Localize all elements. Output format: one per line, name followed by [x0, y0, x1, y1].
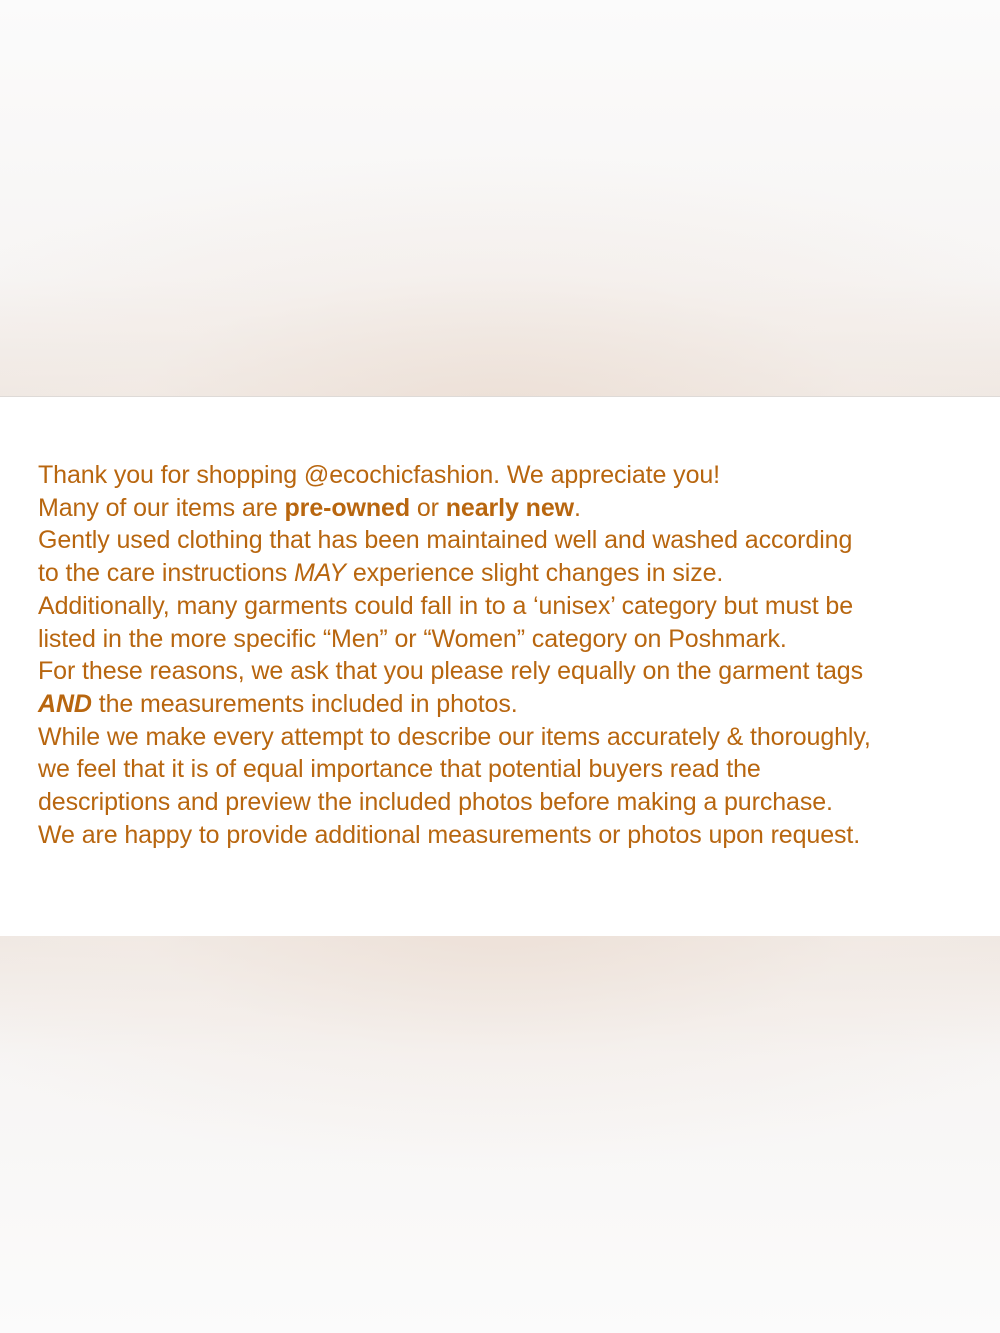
notice-line-request: We are happy to provide additional measurements or photos upon request.	[38, 820, 861, 849]
notice-line-category: listed in the more specific “Men” or “Women” category on Poshmark.	[38, 624, 787, 653]
notice-line-used-clothing: Gently used clothing that has been maintained well and washed according	[38, 526, 853, 555]
notice-text: or	[410, 493, 446, 522]
notice-emphasis-may: MAY	[293, 559, 346, 588]
notice-text: to the care instructions	[38, 559, 294, 588]
notice-line-reasons: For these reasons, we ask that you please rely equally on the garment tags	[38, 657, 864, 686]
notice-emphasis-and: AND	[38, 689, 92, 718]
notice-line-attempt: While we make every attempt to describe our items accurately & thoroughly,	[38, 722, 871, 751]
notice-line-unisex: Additionally, many garments could fall in to a ‘unisex’ category but must be	[38, 591, 854, 620]
shop-notice	[38, 459, 983, 851]
notice-text: .	[573, 493, 581, 522]
notice-line-thanks: Thank you for shopping @ecochicfashion. We appreciate you!	[38, 461, 721, 489]
notice-line-care-instructions	[38, 557, 983, 590]
notice-emphasis-pre-owned: pre-owned	[284, 493, 411, 522]
notice-line-preview: descriptions and preview the included photos before making a purchase.	[38, 788, 833, 817]
notice-line-measurements	[38, 688, 983, 721]
notice-line-condition	[38, 492, 983, 525]
notice-emphasis-nearly-new: nearly new	[445, 493, 574, 522]
blurred-background-bottom	[0, 936, 1000, 1333]
notice-text: experience slight changes in size.	[346, 559, 724, 588]
notice-text: the measurements included in photos.	[91, 689, 518, 718]
blurred-background-top	[0, 0, 1000, 397]
notice-text: Many of our items are	[38, 493, 285, 522]
notice-line-importance: we feel that it is of equal importance that potential buyers read the	[38, 755, 761, 784]
